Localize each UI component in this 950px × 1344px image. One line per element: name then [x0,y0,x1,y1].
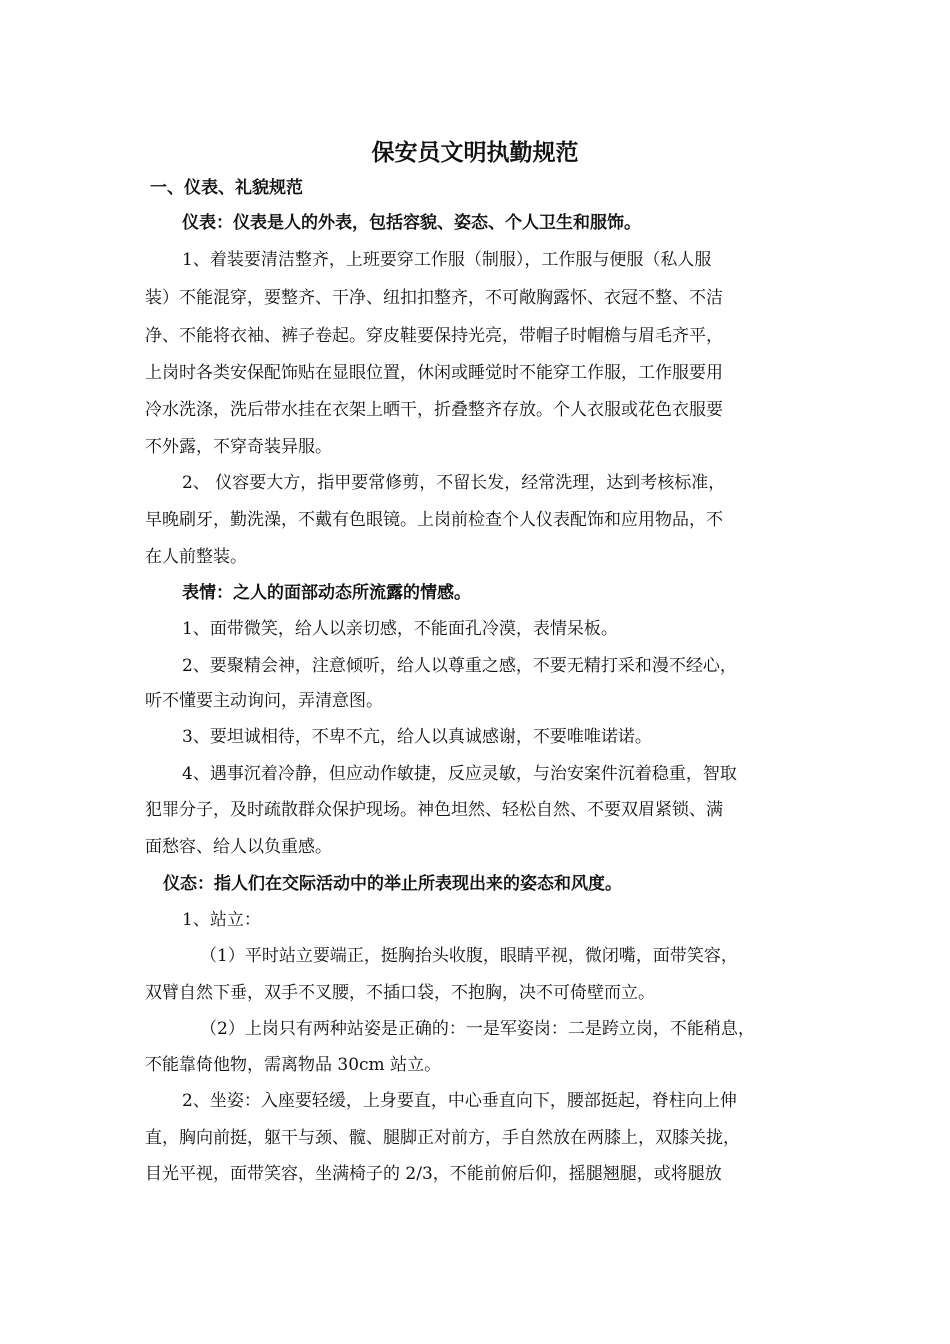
paragraph-line: 不能靠倚他物，需离物品 30cm 站立。 [145,1055,442,1075]
paragraph-line: 净、不能将衣袖、裤子卷起。穿皮鞋要保持光亮，带帽子时帽檐与眉毛齐平， [145,326,723,346]
paragraph-line: 装）不能混穿，要整齐、干净、纽扣扣整齐，不可敞胸露怀、衣冠不整、不洁 [145,288,723,308]
paragraph-line: 听不懂要主动询问，弄清意图。 [145,691,383,711]
paragraph-line: 犯罪分子，及时疏散群众保护现场。神色坦然、轻松自然、不要双眉紧锁、满 [145,800,723,820]
paragraph-line: 1、着装要清洁整齐，上班要穿工作服（制服），工作服与便服（私人服 [182,250,712,270]
paragraph-line: 1、面带微笑，给人以亲切感，不能面孔冷漠，表情呆板。 [182,619,618,639]
paragraph-line: 不外露，不穿奇装异服。 [145,437,332,457]
paragraph-line: 4、遇事沉着冷静，但应动作敏捷，反应灵敏，与治安案件沉着稳重，智取 [182,764,737,784]
paragraph-line: （2）上岗只有两种站姿是正确的：一是军姿岗：二是跨立岗，不能稍息， [200,1019,755,1039]
paragraph-line: 上岗时各类安保配饰贴在显眼位置，休闲或睡觉时不能穿工作服，工作服要用 [145,363,723,383]
biaoqing-heading: 表情：之人的面部动态所流露的情感。 [182,583,471,603]
paragraph-line: 目光平视，面带笑容，坐满椅子的 2/3，不能前俯后仰，摇腿翘腿，或将腿放 [145,1164,722,1184]
section-heading: 一、仪表、礼貌规范 [150,178,303,198]
paragraph-line: 3、要坦诚相待，不卑不亢，给人以真诚感谢，不要唯唯诺诺。 [182,727,652,747]
paragraph-line: 直，胸向前挺，躯干与颈、髋、腿脚正对前方，手自然放在两膝上，双膝关拢， [145,1128,740,1148]
paragraph-line: 2、坐姿：入座要轻缓，上身要直，中心垂直向下，腰部挺起，脊柱向上伸 [182,1091,737,1111]
paragraph-line: 早晚刷牙，勤洗澡，不戴有色眼镜。上岗前检查个人仪表配饰和应用物品，不 [145,510,723,530]
paragraph-line: 冷水洗涤，洗后带水挂在衣架上晒干，折叠整齐存放。个人衣服或花色衣服要 [145,400,723,420]
yibiao-heading: 仪表：仪表是人的外表，包括容貌、姿态、个人卫生和服饰。 [182,213,641,233]
paragraph-line: 2、要聚精会神，注意倾听，给人以尊重之感，不要无精打采和漫不经心， [182,656,737,676]
paragraph-line: （1）平时站立要端正，挺胸抬头收腹，眼睛平视，微闭嘴，面带笑容， [200,946,738,966]
yitai-heading: 仪态：指人们在交际活动中的举止所表现出来的姿态和风度。 [163,874,622,894]
page-title: 保安员文明执勤规范 [371,139,579,166]
paragraph-line: 2、 仪容要大方，指甲要常修剪，不留长发，经常洗理，达到考核标准， [182,473,726,493]
paragraph-line: 双臂自然下垂，双手不叉腰，不插口袋，不抱胸，决不可倚壁而立。 [145,983,655,1003]
paragraph-line: 在人前整装。 [145,547,247,567]
paragraph-line: 面愁容、给人以负重感。 [145,837,332,857]
paragraph-line: 1、站立： [182,910,261,930]
